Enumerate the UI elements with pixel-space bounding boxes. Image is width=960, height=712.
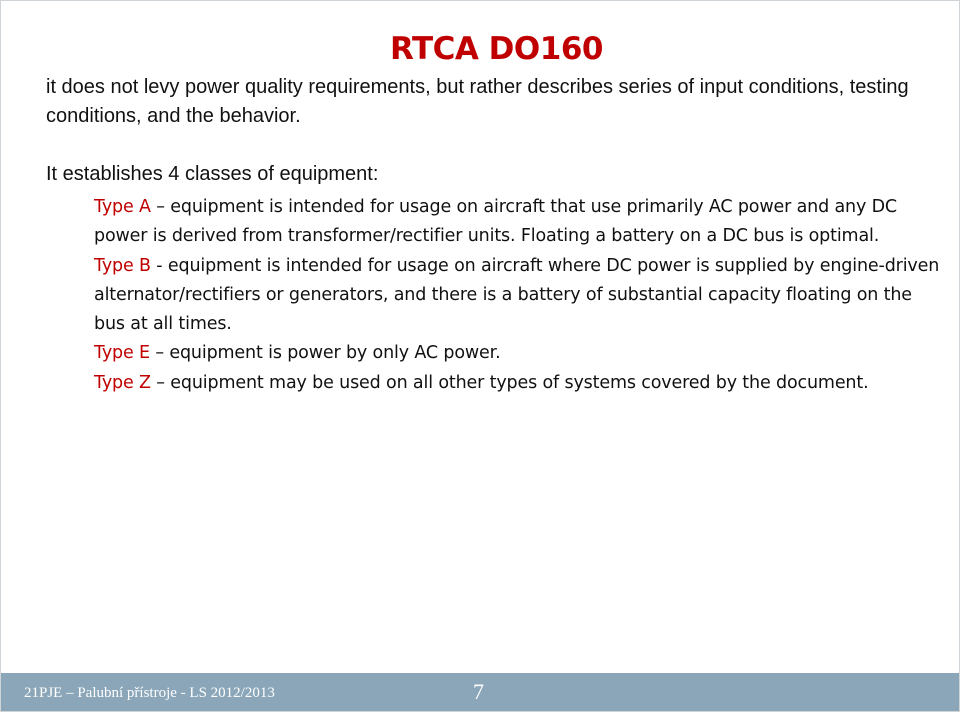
type-b-name: Type B: [94, 255, 151, 276]
page-number: 7: [473, 679, 484, 704]
type-a-description: – equipment is intended for usage on aircraft that use primarily AC power and any DC power is derived from transformer/rectifier units. Floating a battery on a DC bus is optimal.: [94, 197, 897, 247]
type-z-item: [94, 369, 944, 398]
intro-text: it does not levy power quality requirements, but rather describes series of input conditions, testing conditions, and the behavior.: [46, 76, 909, 127]
type-z-description: – equipment may be used on all other types of systems covered by the document.: [150, 372, 869, 393]
type-b-item: [94, 252, 944, 340]
type-z-name: Type Z: [94, 372, 151, 393]
classes-heading: It establishes 4 classes of equipment:: [46, 163, 379, 185]
type-e-item: [94, 339, 944, 368]
type-a-item: [94, 193, 944, 252]
equipment-types-list: [94, 193, 944, 398]
type-e-description: – equipment is power by only AC power.: [149, 343, 501, 364]
footer-course-label: 21PJE – Palubní přístroje - LS 2012/2013: [24, 685, 275, 701]
type-b-description: - equipment is intended for usage on aircraft where DC power is supplied by engine-driven alternator/rectifiers or generators, and there is a battery of substantial capacity floating on the bus at all times.: [94, 255, 940, 335]
footer-bar: [1, 673, 959, 711]
type-a-name: Type A: [94, 197, 151, 217]
slide-title: RTCA DO160: [390, 31, 603, 67]
type-e-name: Type E: [94, 343, 150, 364]
